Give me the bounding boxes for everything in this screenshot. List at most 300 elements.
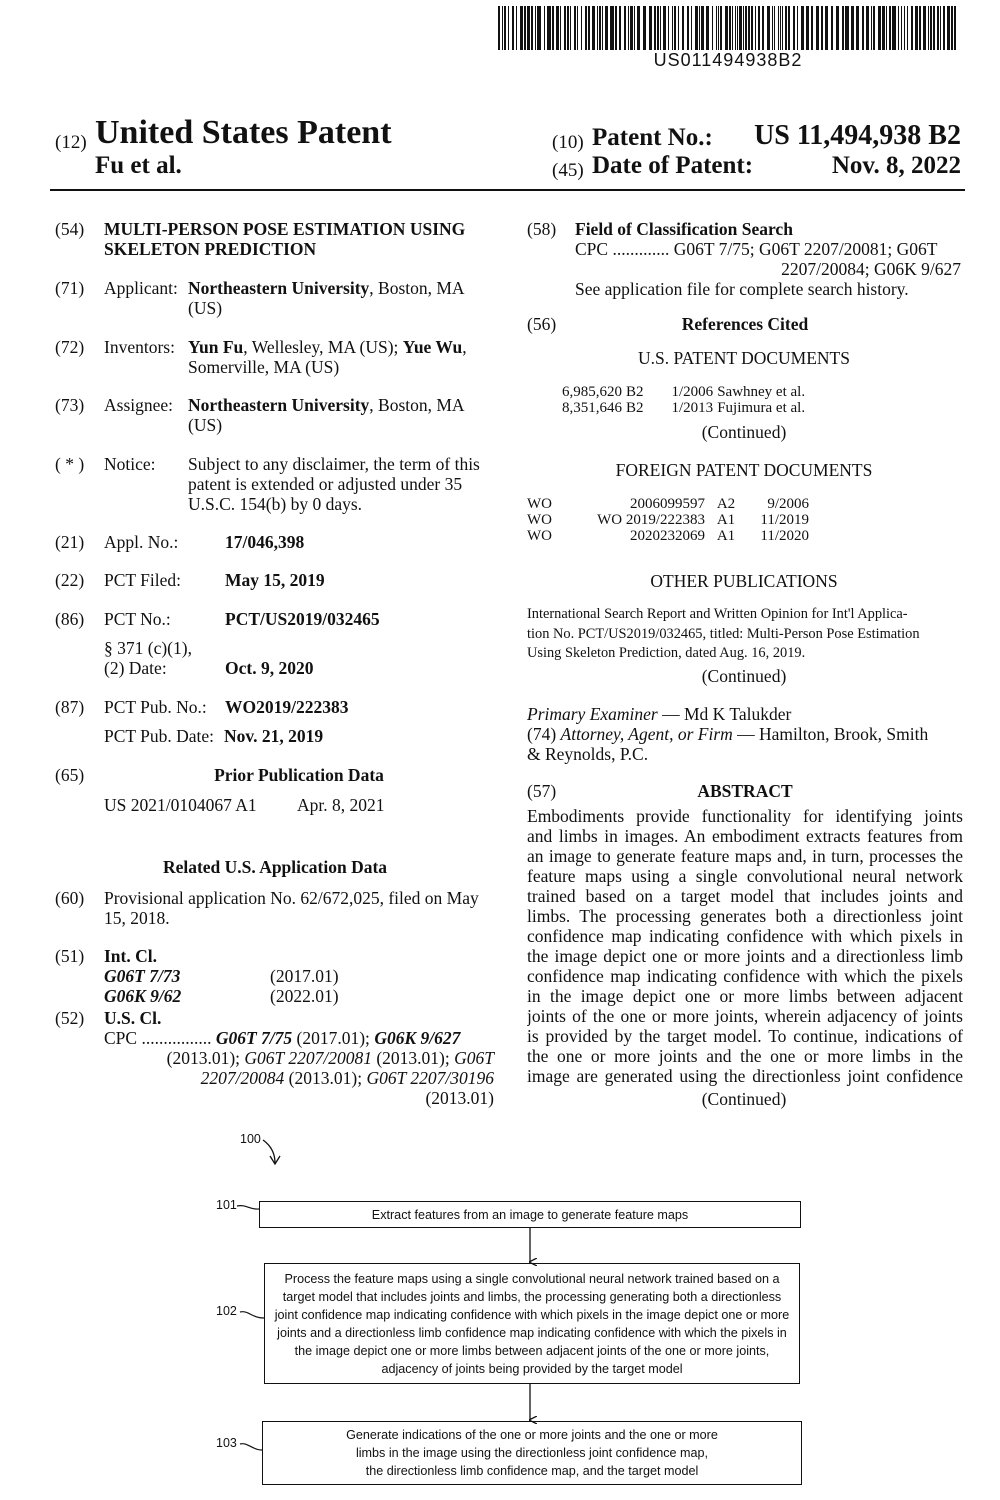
barcode-bar bbox=[512, 6, 514, 50]
barcode-bar bbox=[585, 6, 587, 50]
us-cl-cpc bbox=[104, 1028, 494, 1108]
provisional-application bbox=[104, 888, 496, 928]
cpc-class-3: G06T 2207/20081 bbox=[244, 1048, 372, 1068]
inventor-2-sep: , bbox=[462, 337, 467, 357]
us-patents-table bbox=[562, 384, 809, 416]
sec-371-date-value: Oct. 9, 2020 bbox=[225, 658, 314, 678]
foreign-doc-date: 11/2020 bbox=[760, 528, 809, 544]
barcode-bar bbox=[634, 6, 635, 50]
cpc-class-5: G06T 2207/30196 bbox=[366, 1068, 494, 1088]
barcode-bar bbox=[919, 6, 921, 50]
barcode-bar bbox=[871, 6, 872, 50]
pct-no-value: PCT/US2019/032465 bbox=[225, 609, 380, 629]
provisional-line-1: Provisional application No. 62/672,025, filed on May bbox=[104, 888, 479, 908]
us-doc-kind: B2 bbox=[626, 400, 644, 416]
barcode-bar bbox=[862, 6, 864, 50]
barcode-bar bbox=[706, 6, 709, 50]
other-pub-line: tion No. PCT/US2019/032465, titled: Multi-Person Pose Estimation bbox=[527, 625, 920, 642]
field-search-line-1: CPC ............. G06T 7/75; G06T 2207/20081; G06T bbox=[575, 239, 938, 259]
authors: Fu et al. bbox=[95, 152, 182, 179]
step-ref-103: 103 bbox=[216, 1436, 237, 1450]
prior-pub-date: Apr. 8, 2021 bbox=[297, 795, 385, 815]
barcode-bar bbox=[793, 6, 795, 50]
title-line-1: MULTI-PERSON POSE ESTIMATION USING bbox=[104, 219, 466, 239]
barcode-bar bbox=[592, 6, 595, 50]
barcode-bar bbox=[788, 6, 790, 50]
barcode-bar bbox=[745, 6, 747, 50]
step-103-line: Generate indications of the one or more joints and the one or more bbox=[346, 1428, 718, 1442]
foreign-doc-number: WO 2019/222383 bbox=[597, 512, 705, 528]
barcode-bar bbox=[735, 6, 736, 50]
notice-label: Notice: bbox=[104, 454, 156, 474]
barcode-bar bbox=[672, 6, 673, 50]
barcode-bar bbox=[564, 6, 566, 50]
barcode-bar bbox=[695, 6, 698, 50]
us-doc-number: 6,985,620 bbox=[562, 384, 622, 400]
field-search-line-3: See application file for complete search history. bbox=[575, 279, 909, 299]
barcode-bar bbox=[797, 6, 798, 50]
patent-date: Nov. 8, 2022 bbox=[831, 152, 961, 179]
barcode-bar bbox=[637, 6, 640, 50]
code-52: (52) bbox=[55, 1008, 85, 1028]
barcode-bar bbox=[915, 6, 918, 50]
code-87: (87) bbox=[55, 697, 85, 717]
table-row bbox=[527, 528, 813, 544]
cpc-label: CPC ................ bbox=[104, 1028, 212, 1048]
applicant-name: Northeastern University bbox=[188, 278, 370, 298]
step-102-line: adjacency of joints being provided by the target model bbox=[381, 1361, 683, 1376]
barcode-bar bbox=[605, 6, 608, 50]
barcode-bar bbox=[954, 6, 956, 50]
related-data-heading: Related U.S. Application Data bbox=[162, 857, 388, 877]
barcode-bar bbox=[940, 6, 941, 50]
barcode-bar bbox=[527, 6, 530, 50]
foreign-patents-table bbox=[527, 496, 813, 544]
abstract-line: confidence map indicating confidence with which the pixels bbox=[527, 966, 963, 986]
us-doc-number: 8,351,646 bbox=[562, 400, 622, 416]
code-10: (10) bbox=[552, 132, 584, 153]
figure-ref-100: 100 bbox=[240, 1132, 261, 1146]
barcode-bar bbox=[570, 6, 571, 50]
code-57: (57) bbox=[527, 781, 557, 801]
barcode-bar bbox=[739, 6, 742, 50]
abstract-line: the image depict one or more joints and a directionless limb bbox=[527, 946, 963, 966]
code-58: (58) bbox=[527, 219, 557, 239]
code-56: (56) bbox=[527, 314, 557, 334]
step-103-line: the directionless limb confidence map, and the target model bbox=[365, 1464, 699, 1478]
code-12: (12) bbox=[55, 132, 87, 153]
barcode-bar bbox=[531, 6, 533, 50]
inventors-value bbox=[188, 337, 493, 377]
other-publications-body bbox=[527, 605, 963, 664]
field-search-line-2: 2207/20084; G06K 9/627 bbox=[781, 259, 961, 279]
foreign-doc-kind: A1 bbox=[716, 528, 736, 544]
step-102-line: the image depict one or more limbs between adjacent joints of the one or more joints, bbox=[294, 1343, 770, 1358]
barcode-bar bbox=[544, 6, 545, 50]
code-72: (72) bbox=[55, 337, 85, 357]
barcode-bar bbox=[886, 6, 887, 50]
examiner-name: — Md K Talukder bbox=[657, 704, 792, 724]
other-publications-heading: OTHER PUBLICATIONS bbox=[650, 571, 838, 591]
barcode-bar bbox=[751, 6, 753, 50]
abstract-line: an image to generate feature maps and, in turn, processes the bbox=[527, 846, 963, 866]
barcode-bar bbox=[508, 6, 509, 50]
appl-no-label: Appl. No.: bbox=[104, 532, 179, 552]
leader-101 bbox=[237, 1206, 259, 1210]
barcode-bar bbox=[928, 6, 929, 50]
applicant-label: Applicant: bbox=[104, 278, 178, 298]
us-patents-heading: U.S. PATENT DOCUMENTS bbox=[638, 348, 850, 368]
barcode-bar bbox=[516, 6, 517, 50]
barcode-bar bbox=[821, 6, 823, 50]
header-rule bbox=[50, 189, 965, 191]
attorney-name-1: — Hamilton, Brook, Smith bbox=[732, 724, 929, 744]
prior-pub-heading: Prior Publication Data bbox=[214, 765, 384, 785]
int-cl-heading: Int. Cl. bbox=[104, 946, 157, 966]
barcode-bar bbox=[836, 6, 839, 50]
leader-103 bbox=[240, 1444, 262, 1450]
barcode-bar bbox=[610, 6, 614, 50]
barcode-bar bbox=[691, 6, 692, 50]
foreign-doc-date: 11/2019 bbox=[760, 512, 809, 528]
barcode-bar bbox=[687, 6, 689, 50]
barcode-bar bbox=[552, 6, 554, 50]
step-102-line: target model that includes joints and limbs, the processing generating both a directionless bbox=[282, 1289, 782, 1304]
pct-pub-no-label: PCT Pub. No.: bbox=[104, 697, 207, 717]
step-box-103 bbox=[262, 1421, 802, 1485]
barcode-bar bbox=[937, 6, 939, 50]
barcode-bar bbox=[520, 6, 523, 50]
appl-no-value: 17/046,398 bbox=[225, 532, 305, 552]
ref-100-arrowhead bbox=[270, 1156, 280, 1164]
barcode-bar bbox=[567, 6, 569, 50]
barcode-bar bbox=[624, 6, 626, 50]
abstract-body bbox=[527, 806, 963, 1086]
barcode-bar bbox=[657, 6, 659, 50]
barcode-bar bbox=[778, 6, 779, 50]
attorney bbox=[527, 724, 963, 764]
us-doc-date: 1/2013 bbox=[671, 400, 714, 416]
prior-pub-number: US 2021/0104067 A1 bbox=[104, 795, 257, 815]
cpc-class-2: G06K 9/627 bbox=[374, 1028, 461, 1048]
barcode-bar bbox=[643, 6, 646, 50]
code-71: (71) bbox=[55, 278, 85, 298]
foreign-doc-number: 2006099597 bbox=[630, 496, 705, 512]
us-cl-heading: U.S. Cl. bbox=[104, 1008, 162, 1028]
attorney-label: Attorney, Agent, or Firm bbox=[560, 724, 733, 744]
barcode-bar bbox=[682, 6, 684, 50]
barcode-bar bbox=[878, 6, 881, 50]
abstract-line: Embodiments provide functionality for identifying joints bbox=[527, 806, 963, 826]
code-60: (60) bbox=[55, 888, 85, 908]
barcode-bar bbox=[699, 6, 700, 50]
barcode-bar bbox=[782, 6, 783, 50]
barcode-bar bbox=[615, 6, 617, 50]
abstract-line: confidence map indicating confidence with which pixels in bbox=[527, 926, 963, 946]
foreign-doc-country: WO bbox=[527, 512, 552, 528]
barcode-bar bbox=[547, 6, 551, 50]
barcode-bar bbox=[574, 6, 576, 50]
examiner-label: Primary Examiner bbox=[527, 704, 658, 724]
barcode-bar bbox=[774, 6, 775, 50]
barcode-bar bbox=[758, 6, 760, 50]
code-45: (45) bbox=[552, 160, 584, 181]
abstract-line: feature maps using a single convolutional neural network bbox=[527, 866, 963, 886]
abstract-continued: (Continued) bbox=[701, 1089, 787, 1109]
barcode-bar bbox=[806, 6, 809, 50]
barcode-bar bbox=[737, 6, 738, 50]
inventor-1: Yun Fu bbox=[188, 337, 244, 357]
cpc-class-4a: G06T bbox=[454, 1048, 494, 1068]
abstract-line: is provided by the target model. To continue, indications of bbox=[527, 1026, 963, 1046]
abstract-line: trained based on a target model that includes joints and bbox=[527, 886, 963, 906]
barcode-bar bbox=[712, 6, 713, 50]
applicant-location: , Boston, MA bbox=[369, 278, 465, 298]
foreign-doc-kind: A2 bbox=[716, 496, 736, 512]
barcode-bar bbox=[718, 6, 719, 50]
step-box-102 bbox=[264, 1263, 800, 1384]
leader-102 bbox=[240, 1312, 264, 1318]
notice-line-3: U.S.C. 154(b) by 0 days. bbox=[188, 494, 363, 514]
barcode-bar bbox=[831, 6, 833, 50]
code-51: (51) bbox=[55, 946, 85, 966]
barcode-bar bbox=[720, 6, 722, 50]
barcode-bar bbox=[498, 6, 500, 50]
barcode-bar bbox=[882, 6, 885, 50]
barcode-bar bbox=[907, 6, 908, 50]
barcode-bar bbox=[911, 6, 913, 50]
barcode-bar bbox=[748, 6, 750, 50]
notice-value bbox=[188, 454, 493, 514]
foreign-doc-country: WO bbox=[527, 528, 552, 544]
barcode-bar bbox=[825, 6, 828, 50]
barcode-bar bbox=[581, 6, 582, 50]
inventors-label: Inventors: bbox=[104, 337, 175, 357]
notice-line-1: Subject to any disclaimer, the term of this bbox=[188, 454, 480, 474]
sec-371-label: § 371 (c)(1), bbox=[104, 638, 192, 658]
abstract-line: in the image depict one or more limbs between adjacent bbox=[527, 986, 963, 1006]
code-86: (86) bbox=[55, 609, 85, 629]
barcode-bar bbox=[842, 6, 844, 50]
abstract-line: joints of the one or more joints, wherein adjacency of joints bbox=[527, 1006, 963, 1026]
step-102-line: Process the feature maps using a single convolutional neural network trained based on a bbox=[284, 1271, 780, 1286]
barcode-bar bbox=[767, 6, 770, 50]
field-search-body bbox=[575, 239, 961, 299]
sec-371-date-label: (2) Date: bbox=[104, 658, 167, 678]
cpc-version-1: (2017.01); bbox=[292, 1028, 375, 1048]
barcode-bar bbox=[649, 6, 652, 50]
us-doc-name: Fujimura et al. bbox=[717, 400, 806, 416]
barcode-bar bbox=[851, 6, 854, 50]
barcode-bar bbox=[947, 6, 950, 50]
barcode-bar bbox=[901, 6, 902, 50]
patent-no-label: Patent No.: bbox=[592, 124, 713, 151]
barcode-bar bbox=[577, 6, 578, 50]
cpc-version-2: (2013.01); bbox=[166, 1048, 245, 1068]
title-line-2: SKELETON PREDICTION bbox=[104, 239, 317, 259]
inventor-1-location: , Wellesley, MA (US); bbox=[243, 337, 403, 357]
assignee-name: Northeastern University bbox=[188, 395, 370, 415]
barcode-bar bbox=[951, 6, 953, 50]
foreign-doc-number: 2020232069 bbox=[630, 528, 705, 544]
barcode-bar bbox=[904, 6, 905, 50]
abstract-line: limbs. The processing generates both a directionless joint bbox=[527, 906, 963, 926]
barcode-bar bbox=[889, 6, 891, 50]
applicant-value bbox=[188, 278, 493, 318]
document-number: US011494938B2 bbox=[653, 50, 803, 70]
cpc-version-4: (2013.01); bbox=[284, 1068, 367, 1088]
cpc-class-1: G06T 7/75 bbox=[215, 1028, 293, 1048]
pct-filed-label: PCT Filed: bbox=[104, 570, 181, 590]
applicant-country: (US) bbox=[188, 298, 223, 318]
int-cl-2: G06K 9/62 bbox=[104, 986, 182, 1006]
barcode-bar bbox=[678, 6, 679, 50]
barcode-bar bbox=[674, 6, 676, 50]
foreign-doc-kind: A1 bbox=[716, 512, 736, 528]
step-ref-102: 102 bbox=[216, 1304, 237, 1318]
pct-pub-date-label: PCT Pub. Date: bbox=[104, 726, 215, 746]
barcode-bar bbox=[743, 6, 744, 50]
table-row bbox=[562, 384, 809, 400]
other-pub-line: International Search Report and Written Opinion for Int'l Applica- bbox=[527, 606, 908, 622]
barcode-bar bbox=[729, 6, 731, 50]
inventor-2-location: Somerville, MA (US) bbox=[188, 357, 340, 377]
other-pub-continued: (Continued) bbox=[701, 666, 787, 686]
barcode-bar bbox=[602, 6, 603, 50]
barcode-bar bbox=[732, 6, 733, 50]
abstract-line: and limbs in images. An embodiment extracts features from bbox=[527, 826, 963, 846]
barcode-bar bbox=[502, 6, 503, 50]
pct-filed-value: May 15, 2019 bbox=[225, 570, 325, 590]
barcode-bar bbox=[856, 6, 859, 50]
date-label: Date of Patent: bbox=[592, 152, 754, 179]
barcode-bar bbox=[785, 6, 787, 50]
primary-examiner bbox=[527, 704, 791, 724]
us-doc-name: Sawhney et al. bbox=[717, 384, 806, 400]
step-102-line: joints and a directionless limb confidence map indicating confidence with which the pixels in bbox=[277, 1325, 787, 1340]
patent-number: US 11,494,938 B2 bbox=[754, 120, 961, 151]
barcode-bar bbox=[866, 6, 869, 50]
us-doc-kind: B2 bbox=[626, 384, 644, 400]
barcode-bar bbox=[873, 6, 875, 50]
code-22: (22) bbox=[55, 570, 85, 590]
cpc-class-4b: 2207/20084 bbox=[200, 1068, 285, 1088]
cpc-version-5: (2013.01) bbox=[425, 1088, 494, 1108]
barcode-bar bbox=[599, 6, 601, 50]
barcode-bar bbox=[524, 6, 526, 50]
int-cl-1-version: (2017.01) bbox=[270, 966, 339, 986]
foreign-doc-country: WO bbox=[527, 496, 552, 512]
foreign-patents-heading: FOREIGN PATENT DOCUMENTS bbox=[615, 460, 873, 480]
barcode-bar bbox=[923, 6, 926, 50]
barcode-bar bbox=[556, 6, 559, 50]
inventor-2: Yue Wu bbox=[402, 337, 463, 357]
table-row bbox=[527, 496, 813, 512]
barcode-bar bbox=[588, 6, 590, 50]
barcode-bar bbox=[535, 6, 536, 50]
barcode-image bbox=[498, 6, 958, 50]
step-ref-101: 101 bbox=[216, 1198, 237, 1212]
field-search-heading: Field of Classification Search bbox=[575, 219, 793, 239]
barcode-bar bbox=[898, 6, 899, 50]
abstract-line: image are generated using the directionless joint confidence bbox=[527, 1066, 963, 1086]
barcode-bar bbox=[801, 6, 804, 50]
ref-100-leader bbox=[263, 1140, 275, 1163]
other-pub-line: Using Skeleton Prediction, dated Aug. 16, 2019. bbox=[527, 645, 806, 661]
barcode-bar bbox=[654, 6, 656, 50]
barcode-bar bbox=[943, 6, 945, 50]
code-74: (74) bbox=[527, 724, 561, 744]
references-continued: (Continued) bbox=[701, 422, 787, 442]
us-doc-date: 1/2006 bbox=[671, 384, 714, 400]
barcode-bar bbox=[660, 6, 661, 50]
barcode-bar bbox=[663, 6, 666, 50]
code-65: (65) bbox=[55, 765, 85, 785]
assignee-label: Assignee: bbox=[104, 395, 174, 415]
code-notice: ( * ) bbox=[55, 454, 85, 474]
barcode-bar bbox=[816, 6, 819, 50]
table-row bbox=[562, 400, 809, 416]
barcode-bar bbox=[537, 6, 541, 50]
pct-no-label: PCT No.: bbox=[104, 609, 171, 629]
barcode-bar bbox=[619, 6, 621, 50]
barcode-bar bbox=[755, 6, 756, 50]
barcode-bar bbox=[892, 6, 896, 50]
barcode-bar bbox=[716, 6, 717, 50]
references-heading: References Cited bbox=[681, 314, 809, 334]
step-103-line: limbs in the image using the directionless joint confidence map, bbox=[355, 1446, 709, 1460]
barcode-bar bbox=[560, 6, 561, 50]
pct-pub-no-value: WO2019/222383 bbox=[225, 697, 349, 717]
barcode-bar bbox=[780, 6, 781, 50]
barcode-bar bbox=[668, 6, 669, 50]
abstract-line: the one or more joints and the one or more limbs in the bbox=[527, 1046, 963, 1066]
int-cl-2-version: (2022.01) bbox=[270, 986, 339, 1006]
table-row bbox=[527, 512, 813, 528]
barcode-bar bbox=[811, 6, 813, 50]
barcode-bar bbox=[504, 6, 506, 50]
barcode-bar bbox=[630, 6, 633, 50]
patent-title: United States Patent bbox=[95, 114, 392, 151]
assignee-location: , Boston, MA bbox=[369, 395, 465, 415]
code-73: (73) bbox=[55, 395, 85, 415]
barcode-bar bbox=[725, 6, 728, 50]
barcode-bar bbox=[762, 6, 764, 50]
barcode-bar bbox=[597, 6, 598, 50]
code-21: (21) bbox=[55, 532, 85, 552]
step-101-text: Extract features from an image to generate feature maps bbox=[371, 1207, 689, 1222]
barcode-bar bbox=[772, 6, 773, 50]
code-54: (54) bbox=[55, 219, 85, 239]
cpc-version-3: (2013.01); bbox=[371, 1048, 455, 1068]
barcode-bar bbox=[628, 6, 629, 50]
abstract-heading: ABSTRACT bbox=[697, 781, 793, 801]
assignee-country: (US) bbox=[188, 415, 223, 435]
provisional-line-2: 15, 2018. bbox=[104, 908, 170, 928]
step-box-101 bbox=[259, 1201, 801, 1228]
step-102-line: joint confidence map indicating confidence with which pixels in the image depict one or more bbox=[274, 1307, 790, 1322]
attorney-name-2: & Reynolds, P.C. bbox=[527, 744, 649, 764]
pct-pub-date-value: Nov. 21, 2019 bbox=[224, 726, 324, 746]
barcode-bar bbox=[933, 6, 935, 50]
barcode-bar bbox=[930, 6, 932, 50]
barcode-bar bbox=[845, 6, 849, 50]
invention-title bbox=[104, 219, 499, 259]
foreign-doc-date: 9/2006 bbox=[767, 496, 809, 512]
assignee-value bbox=[188, 395, 493, 435]
int-cl-1: G06T 7/73 bbox=[104, 966, 181, 986]
notice-line-2: patent is extended or adjusted under 35 bbox=[188, 474, 463, 494]
